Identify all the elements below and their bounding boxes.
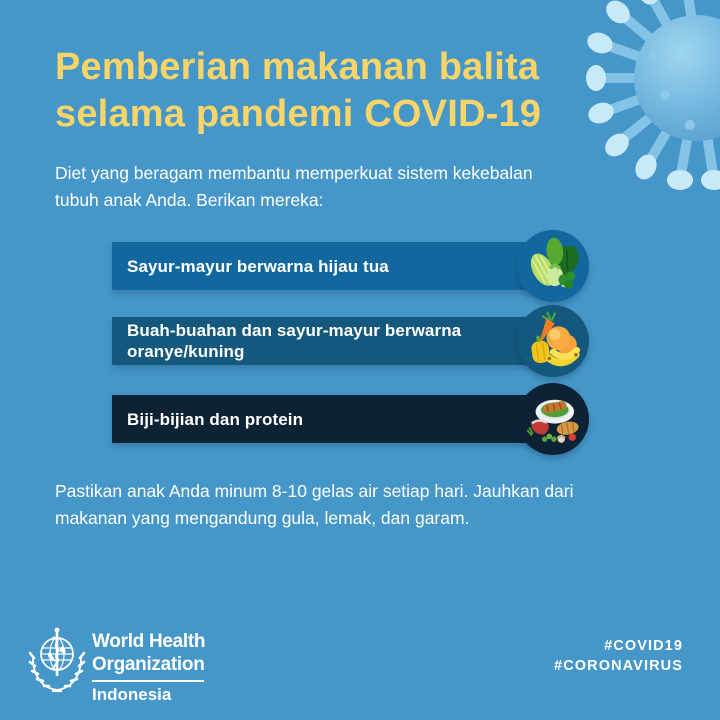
who-emblem-icon — [26, 624, 88, 702]
who-region-label: Indonesia — [92, 685, 172, 704]
food-item-label: Biji-bijian dan protein — [127, 409, 304, 429]
orange-fruits-icon — [520, 308, 586, 374]
food-item-image-circle — [517, 383, 589, 455]
who-name-line1: World Health — [92, 631, 206, 652]
food-item-bar-protein — [112, 395, 553, 443]
who-name-line2: Organization — [92, 654, 205, 675]
hashtags — [554, 636, 683, 676]
outro-text — [55, 478, 574, 532]
hashtag-covid19: #COVID19 — [604, 638, 683, 654]
food-item-label: Sayur-mayur berwarna hijau tua — [127, 256, 389, 276]
food-item-bar-orange — [112, 317, 553, 365]
outro-line2: makanan yang mengandung gula, lemak, dan garam. — [55, 508, 470, 528]
page-title — [55, 44, 541, 138]
leafy-greens-icon — [520, 233, 586, 299]
food-item-image-circle — [517, 305, 589, 377]
hashtag-coronavirus: #CORONAVIRUS — [554, 658, 683, 674]
outro-line1: Pastikan anak Anda minum 8-10 gelas air setiap hari. Jauhkan dari — [55, 481, 574, 501]
food-item-label: Buah-buahan dan sayur-mayur berwarna oranye/kuning — [127, 321, 462, 361]
food-item-image-circle — [517, 230, 589, 302]
page-title-line1: Pemberian makanan balita — [55, 46, 540, 88]
intro-text — [55, 160, 533, 214]
page-title-line2: selama pandemi COVID-19 — [55, 93, 542, 135]
food-item-bar-greens — [112, 242, 553, 290]
who-logo — [26, 624, 205, 705]
intro-line1: Diet yang beragam membantu memperkuat sistem kekebalan — [55, 163, 533, 183]
who-logo-text — [92, 624, 205, 705]
who-divider — [92, 680, 204, 682]
intro-line2: tubuh anak Anda. Berikan mereka: — [55, 190, 324, 210]
grains-protein-icon — [520, 386, 586, 452]
